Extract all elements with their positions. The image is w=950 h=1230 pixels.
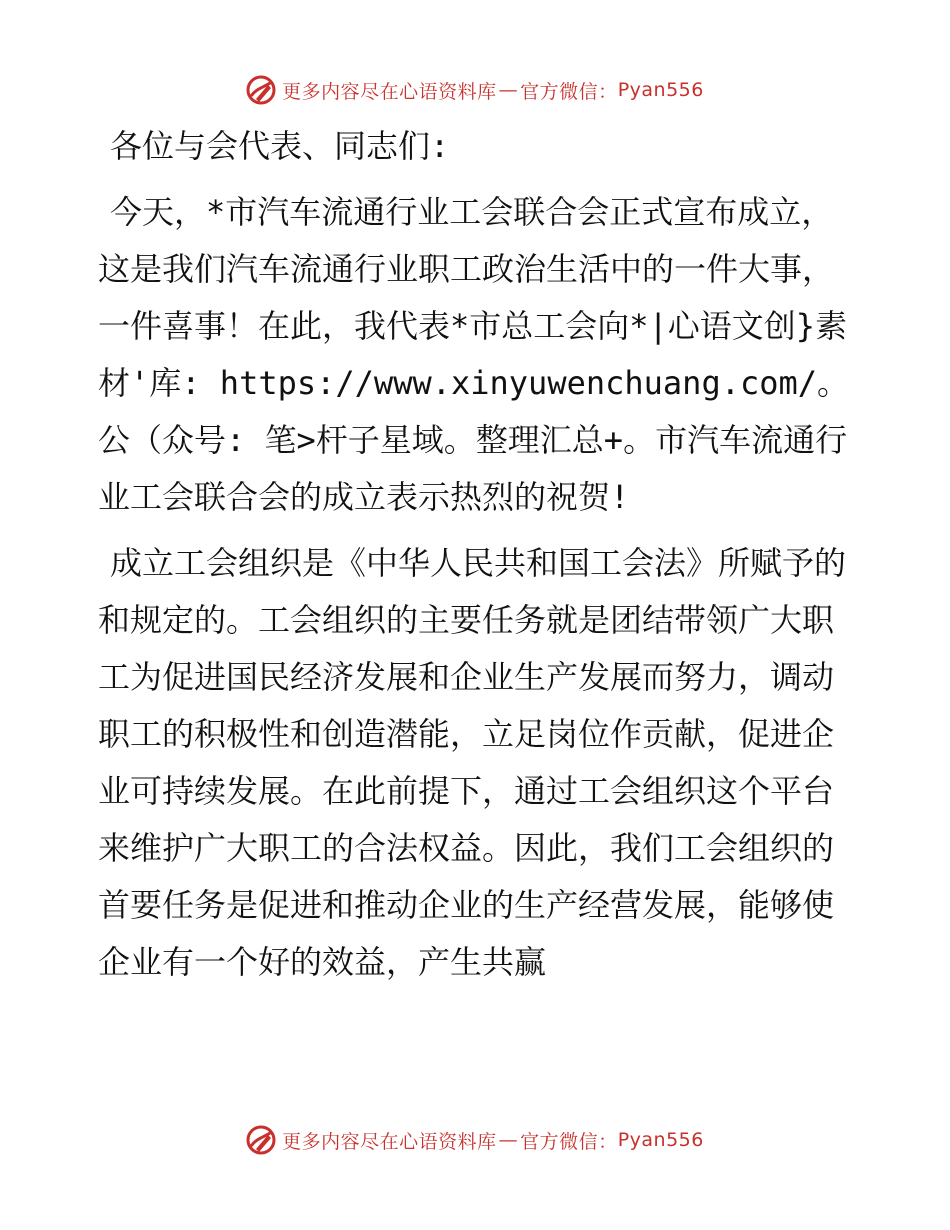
red-book-pen-logo-icon (246, 75, 276, 105)
banner-wechat-label: 官方微信： (520, 1130, 618, 1153)
paragraph-gap (98, 526, 858, 535)
document-body (98, 118, 858, 991)
banner-text: 更多内容尽在心语资料库 (282, 80, 497, 103)
paragraph-1: 今天，*市汽车流通行业工会联合会正式宣布成立，这是我们汽车流通行业职工政治生活中的一件大事，一件喜事！在此，我代表*市总工会向*|心语文创}素材'库: https://www.xinyuwenchuang.com/。公（众号: 笔>杆子星域。整理汇总+。市汽车流通行业工会联合会的成立表示热烈的祝贺! (98, 193, 850, 516)
paragraph-gap (98, 175, 858, 184)
footer-banner (0, 1120, 950, 1160)
banner-wechat-label: 官方微信： (520, 80, 618, 103)
header-banner (0, 70, 950, 110)
banner-separator: — (498, 79, 519, 101)
banner-wechat-account: Pyan556 (617, 1129, 704, 1151)
red-book-pen-logo-icon (246, 1125, 276, 1155)
paragraph-2: 成立工会组织是《中华人民共和国工会法》所赋予的和规定的。工会组织的主要任务就是团结带领广大职工为促进国民经济发展和企业生产发展而努力，调动职工的积极性和创造潜能，立足岗位作贡献，促进企业可持续发展。在此前提下，通过工会组织这个平台来维护广大职工的合法权益。因此，我们工会组织的首要任务是促进和推动企业的生产经营发展，能够使企业有一个好的效益，产生共赢 (98, 544, 847, 981)
banner-separator: — (498, 1129, 519, 1151)
salutation: 各位与会代表、同志们: (110, 127, 450, 165)
banner-text: 更多内容尽在心语资料库 (282, 1130, 497, 1153)
banner-wechat-account: Pyan556 (617, 79, 704, 101)
